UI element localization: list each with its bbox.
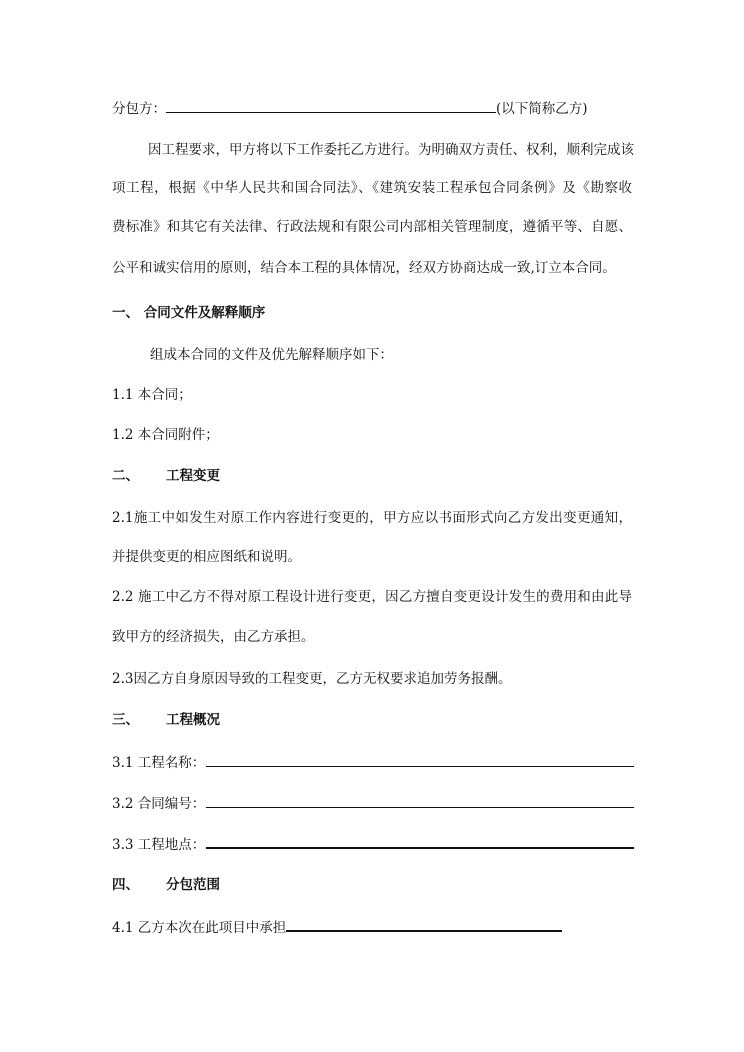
intro-line: 因工程要求，甲方将以下工作委托乙方进行。为明确双方责任、权利，顺利完成该 bbox=[148, 142, 634, 158]
section2-line: 致甲方的经济损失，由乙方承担。 bbox=[112, 629, 315, 645]
section2-line: 2.2 施工中乙方不得对原工程设计进行变更，因乙方擅自变更设计发生的费用和由此导 bbox=[112, 589, 632, 605]
intro-line: 项工程，根据《中华人民共和国合同法》、《建筑安装工程承包合同条例》及《勘察收 bbox=[112, 180, 632, 196]
section4-item: 4.1 乙方本次在此项目中承担 bbox=[112, 916, 562, 938]
section1-heading: 一、 合同文件及解释顺序 bbox=[112, 305, 266, 321]
project-name-field: 3.1 工程名称： bbox=[112, 752, 634, 773]
project-location-blank[interactable] bbox=[206, 833, 634, 849]
subcontractor-suffix: (以下简称乙方) bbox=[496, 101, 588, 117]
intro-line: 公平和诚实信用的原则，结合本工程的具体情况，经双方协商达成一致,订立本合同。 bbox=[112, 260, 616, 276]
subcontractor-line bbox=[112, 98, 588, 119]
section2-heading: 二、 工程变更 bbox=[112, 468, 220, 484]
intro-line: 费标准》和其它有关法律、行政法规和有限公司内部相关管理制度，遵循平等、自愿、 bbox=[112, 219, 632, 235]
project-name-blank[interactable] bbox=[206, 752, 634, 767]
subcontractor-label: 分包方： bbox=[112, 101, 166, 117]
section2-line: 并提供变更的相应图纸和说明。 bbox=[112, 549, 301, 565]
section1-intro: 组成本合同的文件及优先解释顺序如下： bbox=[150, 347, 393, 363]
project-location-field: 3.3 工程地点： bbox=[112, 833, 634, 855]
contract-number-blank[interactable] bbox=[206, 793, 634, 808]
section2-line: 2.1施工中如发生对原工作内容进行变更的，甲方应以书面形式向乙方发出变更通知， bbox=[112, 510, 632, 526]
section3-heading: 三、 工程概况 bbox=[112, 712, 220, 728]
subcontractor-blank[interactable] bbox=[166, 98, 496, 113]
contract-number-field: 3.2 合同编号： bbox=[112, 793, 634, 814]
section2-line: 2.3因乙方自身原因导致的工程变更，乙方无权要求追加劳务报酬。 bbox=[112, 671, 512, 687]
section4-heading: 四、 分包范围 bbox=[112, 877, 220, 893]
section1-item: 1.1 本合同； bbox=[112, 387, 192, 403]
scope-blank[interactable] bbox=[286, 916, 562, 932]
section1-item: 1.2 本合同附件； bbox=[112, 427, 219, 443]
